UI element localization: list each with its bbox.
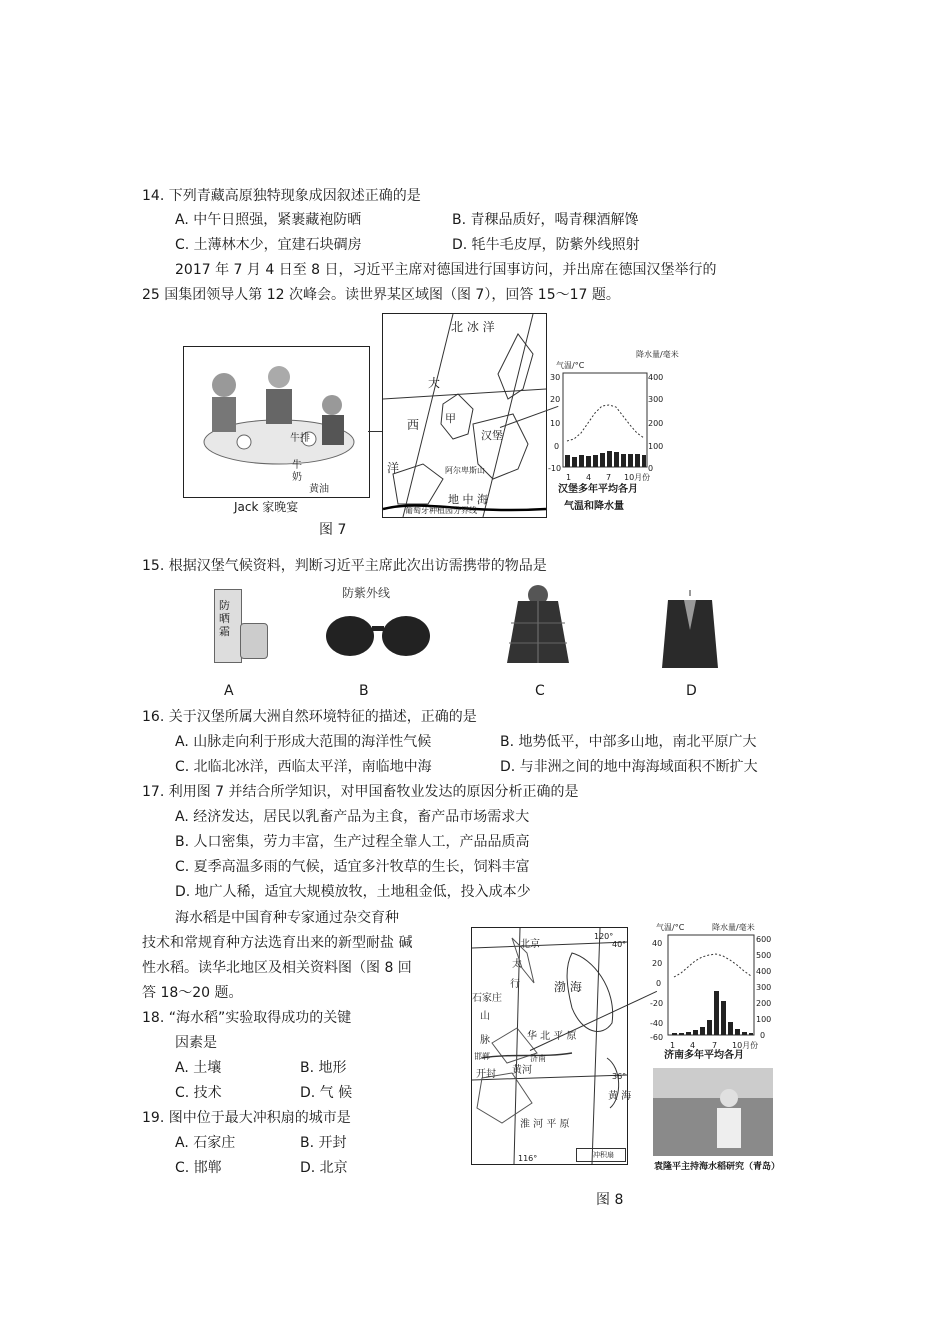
jinan-precip-tick: 100 (756, 1015, 772, 1024)
north-plain-label: 华 北 平 原 (527, 1031, 577, 1042)
sunglasses-image[interactable] (320, 586, 440, 665)
hamburg-temp-axis-label: 气温/°C (556, 361, 585, 370)
hamburg-temp-tick: 30 (550, 373, 561, 382)
mountain-label-mai: 脉 (480, 1035, 490, 1046)
beijing-label: 北京 (520, 939, 540, 950)
q18-option-c[interactable]: C. 技术 (175, 1085, 222, 1101)
q17-stem: 17. 利用图 7 并结合所学知识，对甲国畜牧业发达的原因分析正确的是 (142, 784, 579, 800)
huai-plain-label: 淮 河 平 原 (520, 1119, 570, 1130)
hamburg-temp-tick: 20 (550, 395, 561, 404)
q18-stem-2: 因素是 (175, 1035, 217, 1051)
intro2-line1: 海水稻是中国育种专家通过杂交育种 (175, 910, 399, 926)
q17-option-a[interactable]: A. 经济发达，居民以乳畜产品为主食，畜产品市场需求大 (175, 809, 530, 825)
intro1-line1: 2017 年 7 月 4 日至 8 日，习近平主席对德国进行国事访问，并出席在德国汉堡举行的 (175, 262, 717, 278)
jinan-precip-tick: 600 (756, 935, 772, 944)
jinan-temp-tick: -40 (650, 1019, 664, 1028)
connector-line (368, 431, 383, 432)
q14-option-c[interactable]: C. 土薄林木少，宜建石块碉房 (175, 237, 362, 253)
yellow-sea-label: 黄 海 (608, 1091, 632, 1102)
q15-option-d[interactable]: D (686, 683, 697, 699)
milk-label-2: 奶 (292, 472, 302, 483)
jinan-temp-tick: -60 (650, 1033, 664, 1042)
q16-option-b[interactable]: B. 地势低平，中部多山地，南北平原广大 (500, 734, 757, 750)
q18-option-b[interactable]: B. 地形 (300, 1060, 347, 1076)
q18-option-d[interactable]: D. 气 候 (300, 1085, 353, 1101)
milk-label-1: 牛 (292, 460, 302, 471)
arctic-label: 北 冰 洋 (451, 320, 495, 334)
jinan-precip-axis-label: 降水量/毫米 (712, 923, 755, 932)
lon116-label: 116° (518, 1154, 538, 1163)
q14-option-b[interactable]: B. 青稞品质好，喝青稞酒解馋 (452, 212, 639, 228)
q17-option-d[interactable]: D. 地广人稀，适宜大规模放牧，土地租金低，投入成本少 (175, 884, 531, 900)
figure8-label: 图 8 (596, 1192, 624, 1208)
q19-stem: 19. 图中位于最大冲积扇的城市是 (142, 1110, 351, 1126)
hamburg-precip-axis-label: 降水量/毫米 (636, 350, 679, 359)
dinner-caption: Jack 家晚宴 (234, 500, 299, 514)
intro1-line2: 25 国集团领导人第 12 次峰会。读世界某区域图（图 7），回答 15～17 题。 (142, 287, 620, 303)
q16-option-c[interactable]: C. 北临北冰洋，西临太平洋，南临地中海 (175, 759, 432, 775)
mountain-label-shan: 山 (480, 1011, 490, 1022)
mountain-label-tai: 太 (512, 959, 522, 970)
hamburg-month-tick: 4 (586, 473, 592, 482)
q15-option-b[interactable]: B (359, 683, 369, 699)
down-jacket-image[interactable] (503, 583, 573, 671)
jinan-month-tick: 7 (712, 1041, 718, 1050)
suit-jacket-image[interactable] (660, 590, 720, 670)
q19-option-c[interactable]: C. 邯郸 (175, 1160, 222, 1176)
mountain-label-hang: 行 (510, 979, 520, 990)
kaifeng-label: 开封 (476, 1069, 496, 1080)
hamburg-precip-tick: 100 (648, 442, 664, 451)
dinner-illustration (183, 346, 370, 498)
mediterranean-label: 地 中 海 (448, 493, 488, 506)
q17-option-c[interactable]: C. 夏季高温多雨的气候，适宜多汁牧草的生长，饲料丰富 (175, 859, 530, 875)
hamburg-month-tick: 1 (566, 473, 572, 482)
hamburg-precip-tick: 400 (648, 373, 664, 382)
q15-option-c[interactable]: C (535, 683, 545, 699)
hamburg-precip-tick: 0 (648, 464, 654, 473)
europe-map (382, 313, 547, 518)
legend-label: 冲积扇 (593, 1151, 614, 1159)
shijiazhuang-label: 石家庄 (472, 993, 502, 1004)
sunglasses-label: 防紫外线 (342, 586, 391, 600)
hamburg-chart-caption-1: 汉堡多年平均各月 (558, 484, 638, 495)
hamburg-climate-chart (548, 343, 679, 513)
hamburg-temp-tick: -10 (548, 464, 562, 473)
atlantic-label-1: 大 (428, 376, 441, 390)
jinan-precip-tick: 400 (756, 967, 772, 976)
q16-option-d[interactable]: D. 与非洲之间的地中海海域面积不断扩大 (500, 759, 758, 775)
q18-stem-1: 18. “海水稻”实验取得成功的关键 (142, 1010, 352, 1026)
rice-research-photo (653, 1068, 773, 1156)
country-jia-label: 甲 (445, 412, 456, 425)
sunscreen-image[interactable] (210, 585, 270, 665)
alps-label: 阿尔卑斯山 (445, 466, 485, 475)
q15-option-a[interactable]: A (224, 683, 234, 699)
jinan-precip-tick: 300 (756, 983, 772, 992)
intro2-line4: 答 18～20 题。 (142, 985, 243, 1001)
jinan-chart-caption-1: 济南多年平均各月 (664, 1050, 744, 1061)
q14-option-d[interactable]: D. 牦牛毛皮厚，防紫外线照射 (452, 237, 640, 253)
hamburg-precip-tick: 200 (648, 419, 664, 428)
hamburg-temp-tick: 0 (554, 442, 560, 451)
q17-option-b[interactable]: B. 人口密集，劳力丰富，生产过程全靠人工，产品品质高 (175, 834, 530, 850)
intro2-line2: 技术和常规育种方法选育出来的新型耐盐 碱 (142, 935, 413, 951)
jinan-temp-tick: 20 (652, 959, 663, 968)
q14-stem: 14. 下列青藏高原独特现象成因叙述正确的是 (142, 188, 421, 204)
north-china-map (471, 927, 632, 1165)
photo-caption: 袁隆平主持海水稻研究（青岛） (654, 1162, 781, 1172)
q15-stem: 15. 根据汉堡气候资料，判断习近平主席此次出访需携带的物品是 (142, 558, 547, 574)
jinan-temp-axis-label: 气温/°C (656, 923, 685, 932)
q14-option-a[interactable]: A. 中午日照强，紧裹藏袍防晒 (175, 212, 362, 228)
jinan-label: 济南 (530, 1054, 546, 1063)
atlantic-label-3: 洋 (387, 461, 400, 475)
yellow-river-label: 黄河 (512, 1065, 532, 1076)
lat36-label: 36° (612, 1072, 627, 1081)
jinan-temp-tick: -20 (650, 999, 664, 1008)
jinan-month-tick: 4 (690, 1041, 696, 1050)
hamburg-month-tick: 10月份 (624, 473, 651, 482)
lon120-label: 120° (594, 932, 614, 941)
jinan-temp-tick: 40 (652, 939, 663, 948)
q19-option-b[interactable]: B. 开封 (300, 1135, 347, 1151)
q16-option-a[interactable]: A. 山脉走向利于形成大范围的海洋性气候 (175, 734, 432, 750)
q16-stem: 16. 关于汉堡所属大洲自然环境特征的描述，正确的是 (142, 709, 477, 725)
intro2-line3: 性水稻。读华北地区及相关资料图（图 8 回 (142, 960, 412, 976)
border-label: 葡萄牙种植园分界线 (405, 506, 477, 515)
hamburg-month-tick: 7 (606, 473, 612, 482)
steak-label: 牛排 (290, 433, 310, 444)
jinan-temp-tick: 0 (656, 979, 662, 988)
atlantic-label-2: 西 (407, 418, 420, 432)
jinan-precip-tick: 0 (760, 1031, 766, 1040)
sunscreen-label: 防晒霜 (219, 599, 230, 638)
jinan-month-tick: 10月份 (732, 1041, 759, 1050)
hamburg-chart-caption-2: 气温和降水量 (564, 501, 624, 512)
q19-option-a[interactable]: A. 石家庄 (175, 1135, 236, 1151)
hamburg-precip-tick: 300 (648, 395, 664, 404)
bohai-label: 渤 海 (554, 980, 582, 994)
handan-label: 邯郸 (474, 1052, 490, 1061)
hamburg-temp-tick: 10 (550, 419, 561, 428)
jinan-climate-chart (650, 915, 778, 1065)
jinan-month-tick: 1 (670, 1041, 676, 1050)
hamburg-label: 汉堡 (481, 429, 503, 442)
figure7-label: 图 7 (319, 522, 347, 538)
jinan-precip-tick: 500 (756, 951, 772, 960)
jinan-precip-tick: 200 (756, 999, 772, 1008)
legend-box (576, 1148, 626, 1162)
q18-option-a[interactable]: A. 土壤 (175, 1060, 222, 1076)
q19-option-d[interactable]: D. 北京 (300, 1160, 348, 1176)
lat40-label: 40° (612, 940, 627, 949)
butter-label: 黄油 (309, 484, 329, 495)
